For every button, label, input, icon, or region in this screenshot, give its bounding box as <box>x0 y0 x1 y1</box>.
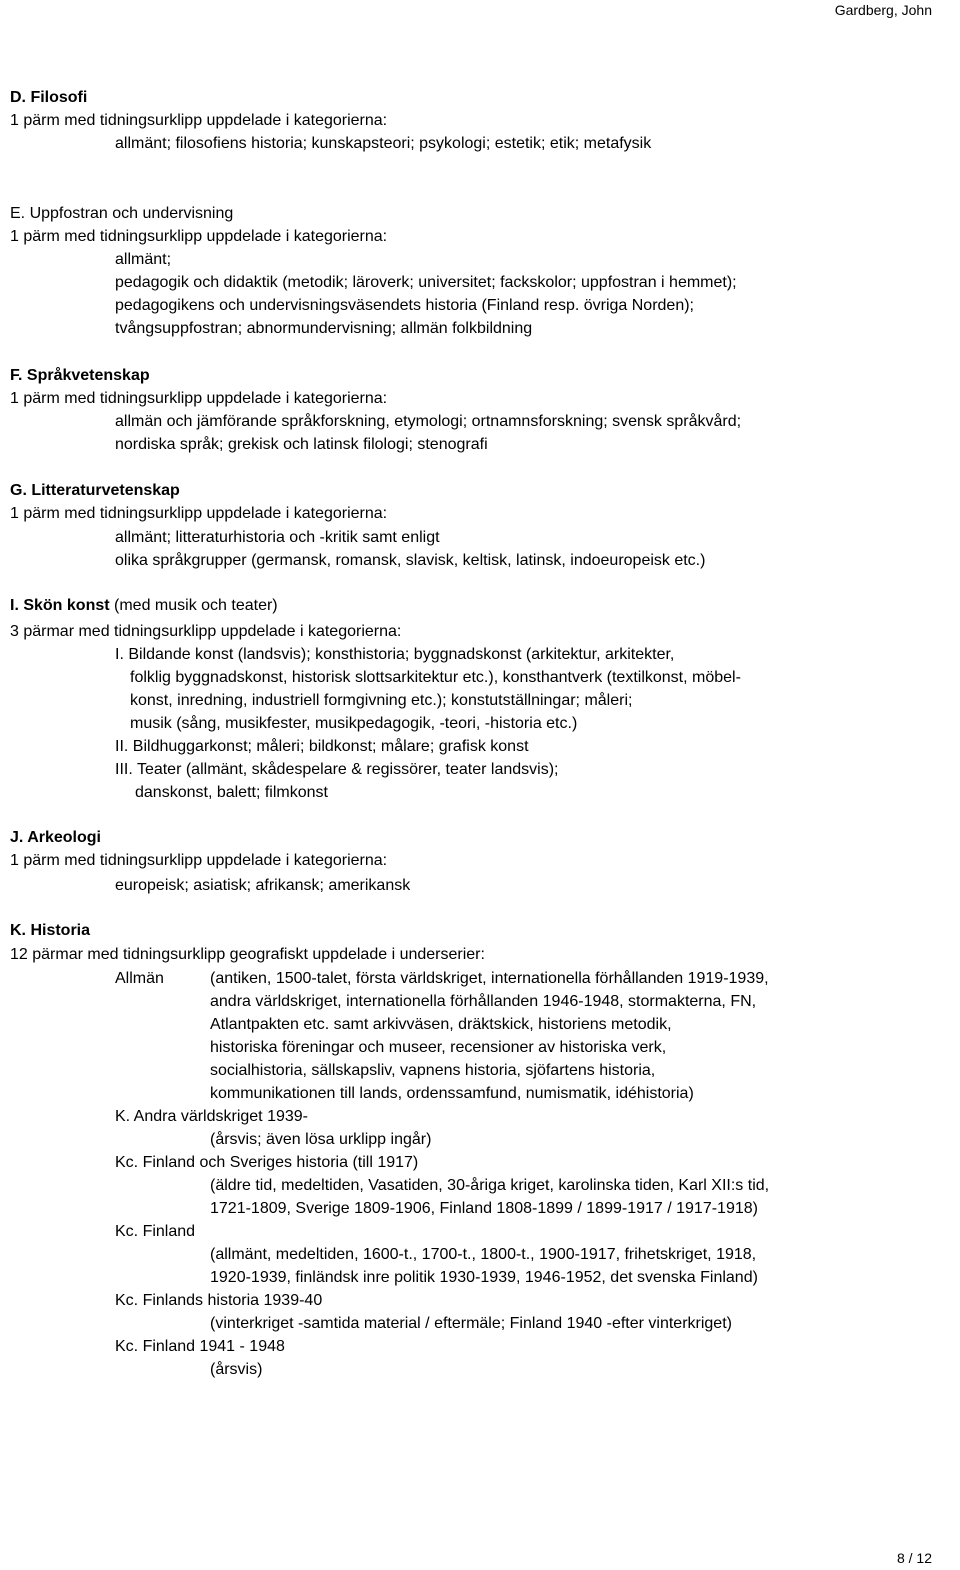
section-heading-k: K. Historia <box>10 922 91 939</box>
subseries-label: K. Andra världskriget 1939- <box>115 1108 308 1125</box>
subseries-detail: (äldre tid, medeltiden, Vasatiden, 30-åriga kriget, karolinska tiden, Karl XII:s tid, <box>210 1177 770 1194</box>
category-line: konst, inredning, industriell formgivning etc.); konstutställningar; måleri; <box>130 692 633 709</box>
subseries-detail: Atlantpakten etc. samt arkivväsen, dräktskick, historiens metodik, <box>210 1016 672 1033</box>
section-intro-g: 1 pärm med tidningsurklipp uppdelade i kategorierna: <box>10 505 388 522</box>
section-heading-e: E. Uppfostran och undervisning <box>10 205 234 222</box>
section-heading-g: G. Litteraturvetenskap <box>10 482 180 499</box>
category-line: allmänt; filosofiens historia; kunskapsteori; psykologi; estetik; etik; metafysik <box>115 135 652 152</box>
subseries-label: Kc. Finland <box>115 1223 196 1240</box>
category-line: nordiska språk; grekisk och latinsk filologi; stenografi <box>115 436 488 453</box>
category-line: olika språkgrupper (germansk, romansk, slavisk, keltisk, latinsk, indoeuropeisk etc.) <box>115 552 706 569</box>
category-line: III. Teater (allmänt, skådespelare & regissörer, teater landsvis); <box>115 761 559 778</box>
document-author: Gardberg, John <box>834 2 932 18</box>
section-heading-i-title: I. Skön konst <box>10 597 110 614</box>
subseries-label: Kc. Finland och Sveriges historia (till 1917) <box>115 1154 419 1171</box>
section-intro-d: 1 pärm med tidningsurklipp uppdelade i kategorierna: <box>10 112 388 129</box>
section-intro-f: 1 pärm med tidningsurklipp uppdelade i kategorierna: <box>10 390 388 407</box>
category-line: allmänt; <box>115 251 172 268</box>
subseries-detail: historiska föreningar och museer, recensioner av historiska verk, <box>210 1039 667 1056</box>
category-line: pedagogikens och undervisningsväsendets historia (Finland resp. övriga Norden); <box>115 297 694 314</box>
category-line: tvångsuppfostran; abnormundervisning; allmän folkbildning <box>115 320 533 337</box>
subseries-detail: andra världskriget, internationella förhållanden 1946-1948, stormakterna, FN, <box>210 993 757 1010</box>
category-line: II. Bildhuggarkonst; måleri; bildkonst; målare; grafisk konst <box>115 738 529 755</box>
subseries-detail: (allmänt, medeltiden, 1600-t., 1700-t., 1800-t., 1900-1917, frihetskriget, 1918, <box>210 1246 757 1263</box>
section-heading-i <box>10 596 278 616</box>
subseries-detail: kommunikationen till lands, ordenssamfund, numismatik, idéhistoria) <box>210 1085 694 1102</box>
section-heading-j: J. Arkeologi <box>10 829 101 846</box>
subseries-detail: (antiken, 1500-talet, första världskriget, internationella förhållanden 1919-1939, <box>210 970 769 987</box>
category-line: I. Bildande konst (landsvis); konsthistoria; byggnadskonst (arkitektur, arkitekter, <box>115 646 675 663</box>
subseries-label: Allmän <box>115 970 164 987</box>
subseries-detail: 1721-1809, Sverige 1809-1906, Finland 1808-1899 / 1899-1917 / 1917-1918) <box>210 1200 758 1217</box>
section-heading-f: F. Språkvetenskap <box>10 367 150 384</box>
category-line: allmänt; litteraturhistoria och -kritik samt enligt <box>115 529 440 546</box>
category-line: pedagogik och didaktik (metodik; läroverk; universitet; fackskolor; uppfostran i hemmet); <box>115 274 737 291</box>
category-line: folklig byggnadskonst, historisk slottsarkitektur etc.), konsthantverk (textilkonst, möbel- <box>130 669 741 686</box>
category-line: europeisk; asiatisk; afrikansk; amerikansk <box>115 877 411 894</box>
category-line: musik (sång, musikfester, musikpedagogik, -teori, -historia etc.) <box>130 715 578 732</box>
section-intro-j: 1 pärm med tidningsurklipp uppdelade i kategorierna: <box>10 852 388 869</box>
page-number: 8 / 12 <box>896 1550 932 1566</box>
subseries-detail: (årsvis; även lösa urklipp ingår) <box>210 1131 432 1148</box>
section-intro-i: 3 pärmar med tidningsurklipp uppdelade i kategorierna: <box>10 623 402 640</box>
subseries-label: Kc. Finlands historia 1939-40 <box>115 1292 323 1309</box>
subseries-detail: socialhistoria, sällskapsliv, vapnens historia, sjöfartens historia, <box>210 1062 656 1079</box>
category-line: danskonst, balett; filmkonst <box>135 784 328 801</box>
subseries-detail: (årsvis) <box>210 1361 263 1378</box>
subseries-detail: 1920-1939, finländsk inre politik 1930-1939, 1946-1952, det svenska Finland) <box>210 1269 758 1286</box>
section-intro-e: 1 pärm med tidningsurklipp uppdelade i kategorierna: <box>10 228 388 245</box>
subseries-label: Kc. Finland 1941 - 1948 <box>115 1338 285 1355</box>
section-heading-d: D. Filosofi <box>10 89 88 106</box>
section-intro-k: 12 pärmar med tidningsurklipp geografiskt uppdelade i underserier: <box>10 946 485 963</box>
subseries-detail: (vinterkriget -samtida material / eftermäle; Finland 1940 -efter vinterkriget) <box>210 1315 732 1332</box>
section-heading-i-suffix: (med musik och teater) <box>109 597 278 614</box>
category-line: allmän och jämförande språkforskning, etymologi; ortnamnsforskning; svensk språkvård; <box>115 413 742 430</box>
